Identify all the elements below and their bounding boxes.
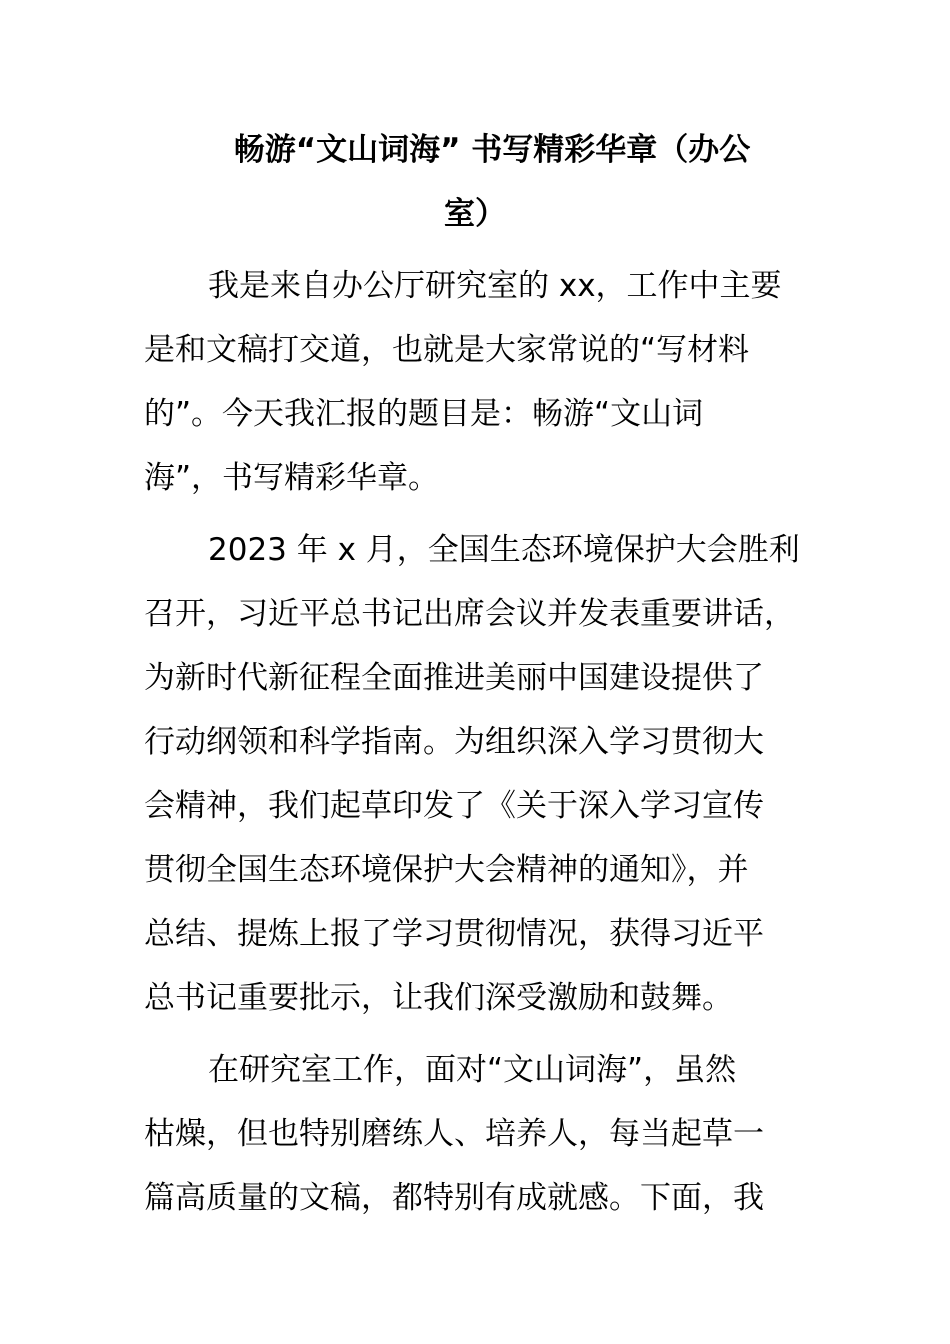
document-title [140,118,810,246]
paragraph-3 [144,1038,764,1230]
paragraph-line: 枯燥，但也特别磨练人、培养人，每当起草一 [144,1116,764,1152]
paragraph-line: 总书记重要批示，让我们深受激励和鼓舞。 [144,980,733,1016]
paragraph-2 [144,518,800,1030]
paragraph-line: 行动纲领和科学指南。为组织深入学习贯彻大 [144,724,764,760]
paragraph-line: 2023 年 x 月，全国生态环境保护大会胜利 [208,532,800,568]
paragraph-line: 会精神，我们起草印发了《关于深入学习宣传 [144,788,764,824]
title-line-2: 室） [444,196,506,232]
paragraph-line: 海”，书写精彩华章。 [144,460,440,496]
title-line-1: 畅游“文山词海” 书写精彩华章（办公 [233,132,751,168]
paragraph-1 [144,254,782,510]
paragraph-line: 贯彻全国生态环境保护大会精神的通知》，并 [144,852,749,888]
paragraph-line: 在研究室工作，面对“文山词海”，虽然 [208,1052,737,1088]
paragraph-line: 是和文稿打交道，也就是大家常说的“写材料 [144,332,750,368]
paragraph-line: 总结、提炼上报了学习贯彻情况，获得习近平 [144,916,764,952]
paragraph-line: 为新时代新征程全面推进美丽中国建设提供了 [144,660,764,696]
paragraph-line: 我是来自办公厅研究室的 xx，工作中主要 [208,268,782,304]
paragraph-line: 的”。今天我汇报的题目是：畅游“文山词 [144,396,704,432]
paragraph-line: 篇高质量的文稿，都特别有成就感。下面，我 [144,1180,764,1216]
paragraph-line: 召开，习近平总书记出席会议并发表重要讲话， [144,596,795,632]
